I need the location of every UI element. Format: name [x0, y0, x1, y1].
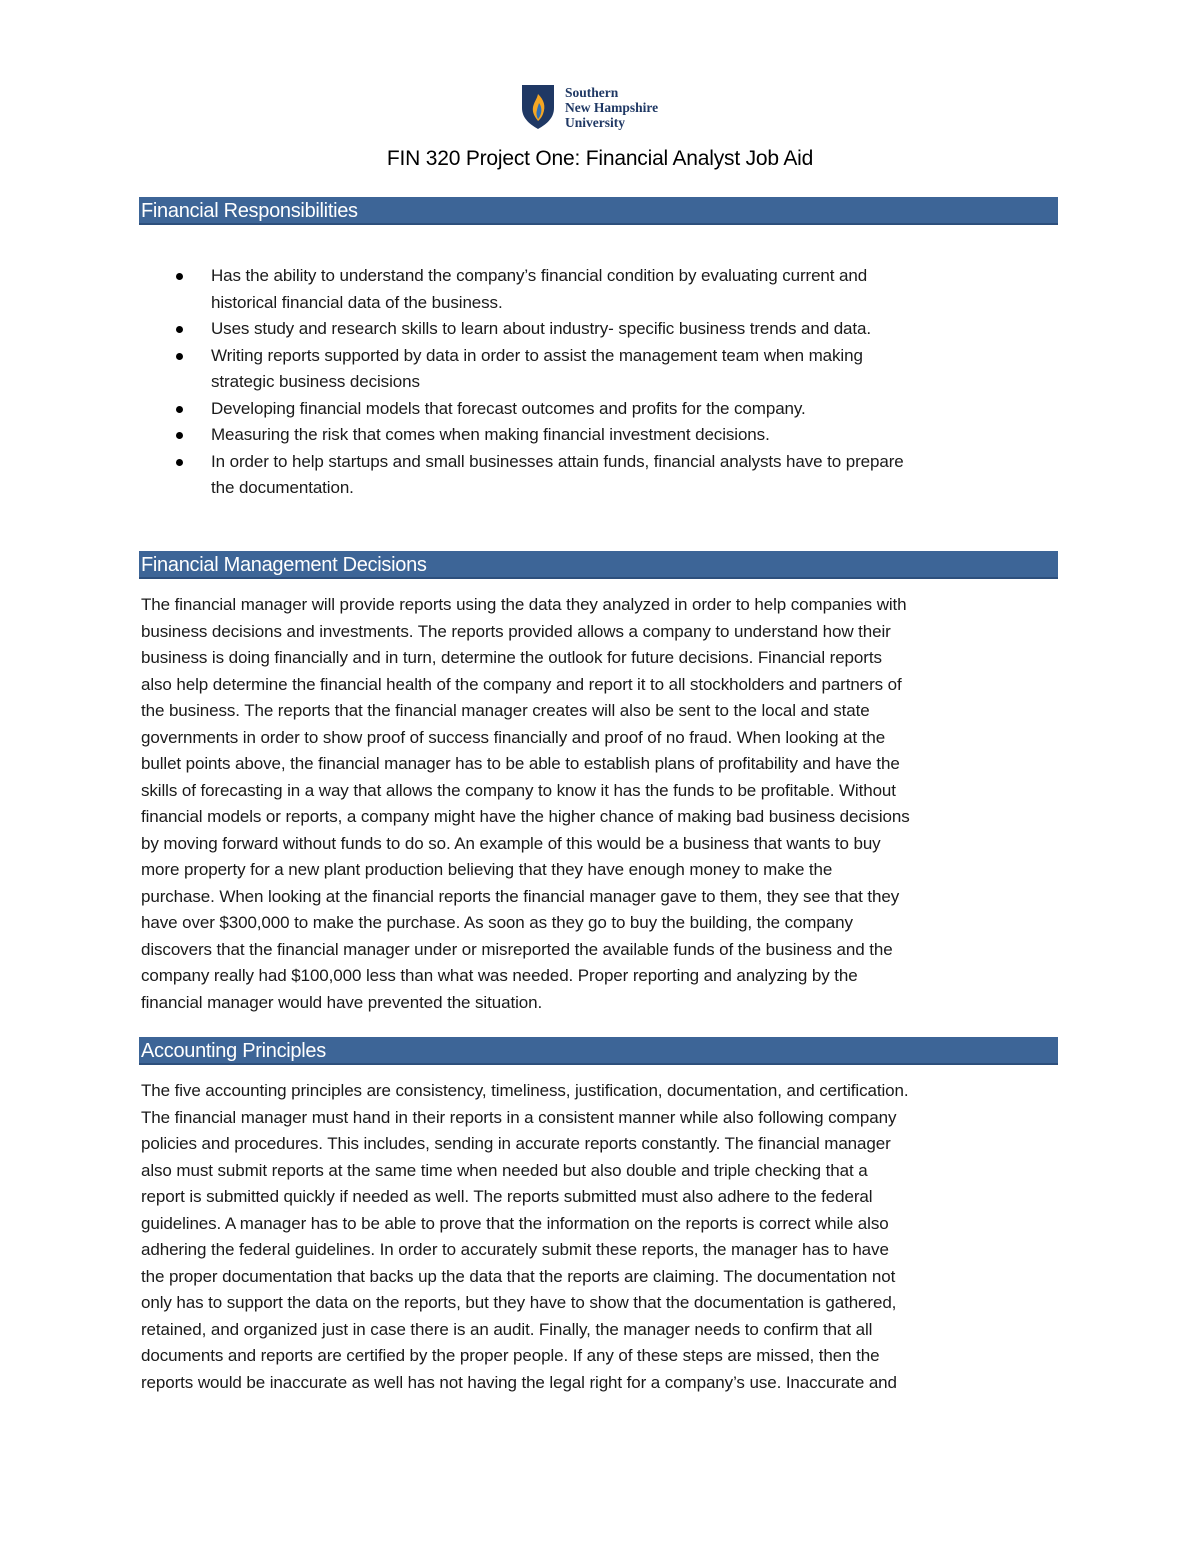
- paragraph-line: company really had $100,000 less than what was needed. Proper reporting and analyzing by the: [141, 966, 858, 985]
- list-item-line: In order to help startups and small businesses attain funds, financial analysts have to prepare: [211, 451, 904, 471]
- section-header-accounting-principles: [139, 1037, 1058, 1065]
- paragraph-line: documents and reports are certified by the proper people. If any of these steps are missed, then the: [141, 1346, 880, 1365]
- flame-shield-icon: [521, 84, 555, 130]
- accounting-paragraph: [141, 1078, 1061, 1396]
- list-item: [139, 422, 1058, 449]
- paragraph-line: the business. The reports that the financial manager creates will also be sent to the local and state: [141, 701, 870, 720]
- paragraph-line: also must submit reports at the same time when needed but also double and triple checking that a: [141, 1160, 868, 1180]
- list-item-line: strategic business decisions: [211, 372, 420, 391]
- responsibilities-list: [139, 263, 1058, 502]
- list-item-line: the documentation.: [211, 478, 354, 497]
- management-paragraph: [141, 592, 1061, 1016]
- list-item-line: Uses study and research skills to learn about industry- specific business trends and data.: [211, 319, 872, 338]
- list-item-line: historical financial data of the business.: [211, 292, 503, 312]
- list-item: [139, 396, 1058, 423]
- paragraph-line: skills of forecasting in a way that allows the company to know it has the funds to be profitable. Without: [141, 780, 896, 800]
- section-title: Financial Responsibilities: [141, 200, 358, 222]
- bullet-icon: [176, 459, 183, 466]
- list-item-line: Has the ability to understand the company’s financial condition by evaluating current and: [211, 266, 868, 285]
- paragraph-line: more property for a new plant production believing that they have enough money to make the: [141, 860, 833, 879]
- logo-line-2: New Hampshire: [565, 100, 659, 115]
- list-item: [139, 316, 1058, 343]
- paragraph-line: reports would be inaccurate as well has not having the legal right for a company’s use. Inaccurate and: [141, 1372, 897, 1392]
- paragraph-line: the proper documentation that backs up the data that the reports are claiming. The documentation not: [141, 1266, 896, 1286]
- bullet-icon: [176, 406, 183, 413]
- bullet-icon: [176, 326, 183, 333]
- paragraph-line: by moving forward without funds to do so. An example of this would be a business that wants to buy: [141, 833, 881, 853]
- paragraph-line: have over $300,000 to make the purchase. As soon as they go to buy the building, the company: [141, 913, 853, 932]
- list-item: [139, 263, 1058, 316]
- paragraph-line: guidelines. A manager has to be able to prove that the information on the reports is correct while also: [141, 1213, 889, 1233]
- section-title: Accounting Principles: [141, 1040, 326, 1062]
- bullet-icon: [176, 273, 183, 280]
- section-header-management-decisions: [139, 551, 1058, 579]
- page-title: FIN 320 Project One: Financial Analyst Job Aid: [386, 147, 814, 170]
- paragraph-line: retained, and organized just in case there is an audit. Finally, the manager needs to confirm that all: [141, 1319, 873, 1339]
- logo-wordmark: [565, 85, 658, 130]
- logo-line-1: Southern: [565, 85, 619, 100]
- paragraph-line: business is doing financially and in turn, determine the outlook for future decisions. Financial reports: [141, 648, 882, 667]
- paragraph-line: policies and procedures. This includes, sending in accurate reports constantly. The financial manager: [141, 1134, 891, 1153]
- logo-line-3: University: [565, 115, 625, 130]
- paragraph-line: The financial manager will provide reports using the data they analyzed in order to help companies with: [141, 595, 907, 614]
- paragraph-line: governments in order to show proof of success financially and proof of no fraud. When looking at the: [141, 727, 886, 747]
- paragraph-line: report is submitted quickly if needed as well. The reports submitted must also adhere to the federal: [141, 1187, 873, 1206]
- list-item: [139, 449, 1058, 502]
- list-item-line: Measuring the risk that comes when making financial investment decisions.: [211, 425, 770, 444]
- list-item-line: Writing reports supported by data in order to assist the management team when making: [211, 345, 863, 365]
- list-item: [139, 343, 1058, 396]
- paragraph-line: only has to support the data on the reports, but they have to show that the documentation is gathered,: [141, 1293, 897, 1312]
- paragraph-line: The five accounting principles are consistency, timeliness, justification, documentation, and certification.: [141, 1081, 909, 1100]
- paragraph-line: business decisions and investments. The reports provided allows a company to understand how their: [141, 621, 891, 641]
- paragraph-line: financial models or reports, a company might have the higher chance of making bad business decisions: [141, 807, 910, 826]
- university-logo: [521, 84, 691, 132]
- paragraph-line: bullet points above, the financial manager has to be able to establish plans of profitability and have the: [141, 754, 900, 773]
- bullet-icon: [176, 432, 183, 439]
- section-title: Financial Management Decisions: [141, 554, 427, 576]
- section-header-responsibilities: [139, 197, 1058, 225]
- bullet-icon: [176, 353, 183, 360]
- paragraph-line: financial manager would have prevented the situation.: [141, 992, 543, 1012]
- list-item-line: Developing financial models that forecast outcomes and profits for the company.: [211, 398, 806, 418]
- paragraph-line: also help determine the financial health of the company and report it to all stockholders and partners of: [141, 674, 902, 694]
- paragraph-line: adhering the federal guidelines. In order to accurately submit these reports, the manager has to have: [141, 1240, 889, 1259]
- paragraph-line: The financial manager must hand in their reports in a consistent manner while also following company: [141, 1107, 897, 1127]
- paragraph-line: discovers that the financial manager under or misreported the available funds of the business and the: [141, 939, 893, 959]
- paragraph-line: purchase. When looking at the financial reports the financial manager gave to them, they see that they: [141, 886, 900, 906]
